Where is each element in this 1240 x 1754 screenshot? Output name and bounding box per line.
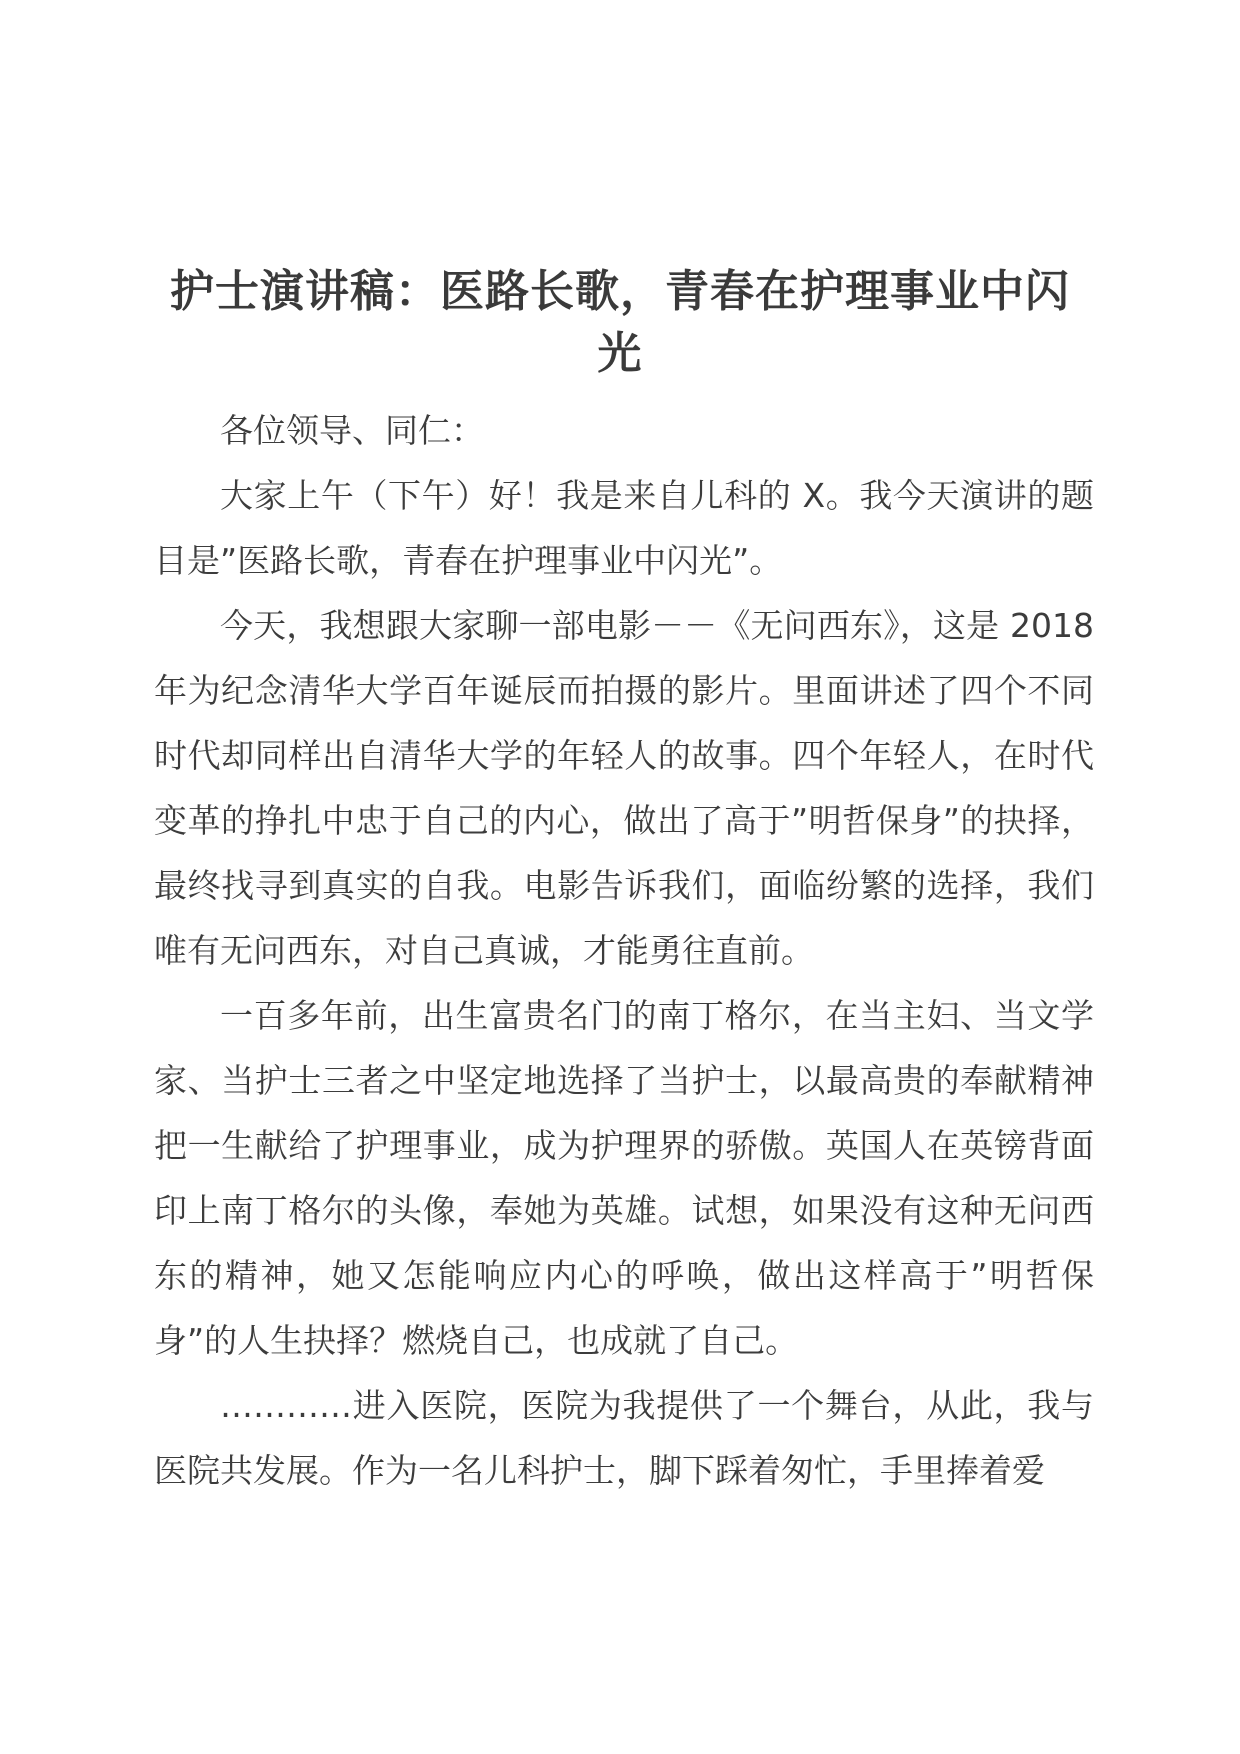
greeting-paragraph: 大家上午（下午）好！我是来自儿科的 X。我今天演讲的题目是”医路长歌，青春在护理事业中闪光”。: [154, 476, 1094, 580]
salutation-paragraph: 各位领导、同仁：: [220, 411, 484, 450]
hospital-paragraph: …………进入医院，医院为我提供了一个舞台，从此，我与医院共发展。作为一名儿科护士，脚下踩着匆忙，手里捧着爱: [154, 1386, 1094, 1490]
document-title: 护士演讲稿：医路长歌，青春在护理事业中闪光: [170, 266, 1070, 380]
document-body: [154, 398, 1094, 1503]
nightingale-paragraph: 一百多年前，出生富贵名门的南丁格尔，在当主妇、当文学家、当护士三者之中坚定地选择了当护士，以最高贵的奉献精神把一生献给了护理事业，成为护理界的骄傲。英国人在英镑背面印上南丁格尔的头像，奉她为英雄。试想，如果没有这种无问西东的精神，她又怎能响应内心的呼唤，做出这样高于”明哲保身”的人生抉择？燃烧自己，也成就了自己。: [154, 996, 1094, 1360]
film-paragraph: 今天，我想跟大家聊一部电影－－《无问西东》，这是 2018 年为纪念清华大学百年诞辰而拍摄的影片。里面讲述了四个不同时代却同样出自清华大学的年轻人的故事。四个年轻人，在时代变革的挣扎中忠于自己的内心，做出了高于”明哲保身”的抉择，最终找寻到真实的自我。电影告诉我们，面临纷繁的选择，我们唯有无问西东，对自己真诚，才能勇往直前。: [154, 606, 1094, 970]
